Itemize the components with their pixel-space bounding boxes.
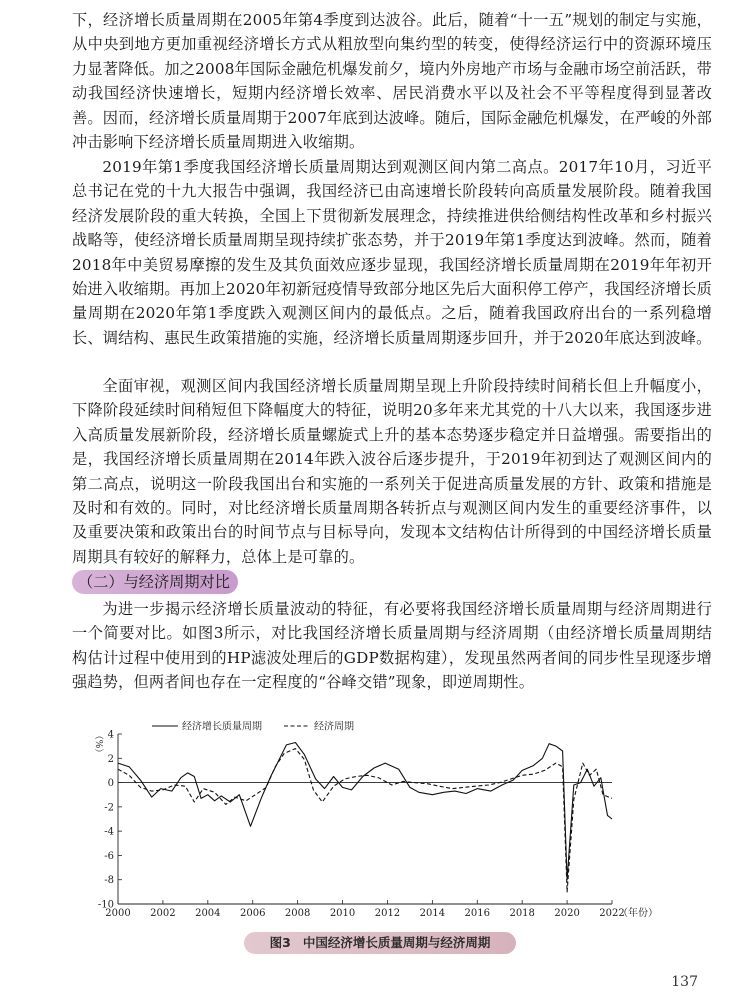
paragraph-3: 全面审视，观测区间内我国经济增长质量周期呈现上升阶段持续时间稍长但上升幅度小，下降阶段延续时间稍短但下降幅度大的特征，说明20多年来尤其党的十八大以来，我国逐步进入高质量发展新阶段，经济增长质量螺旋式上升的基本态势逐步稳定并日益增强。需要指出的是，我国经济增长质量周期在2014年跌入波谷后逐步提升，于2019年初到达了观测区间内的第二高点，说明这一阶段我国出台和实施的一系列关于促进高质量发展的方针、政策和措施是及时和有效的。同时，对比经济增长质量周期各转折点与观测区间内发生的重要经济事件，以及重要决策和政策出台的时间节点与目标导向，发现本文结构估计所得到的中国经济增长质量周期具有较好的解释力，总体上是可靠的。 <box>72 377 712 566</box>
chart-legend <box>152 720 354 733</box>
x-tick-label: 2006 <box>240 908 266 919</box>
x-tick-label: 2000 <box>105 908 131 919</box>
y-tick-label: 4 <box>107 729 114 741</box>
y-tick-label: -8 <box>104 875 114 887</box>
paragraph-4: 为进一步揭示经济增长质量波动的特征，有必要将我国经济增长质量周期与经济周期进行一个简要对比。如图3所示，对比我国经济增长质量周期与经济周期（由经济增长质量周期结构估计过程中使用到的HP滤波处理后的GDP数据构建），发现虽然两者间的同步性呈现逐步增强趋势，但两者间也存在一定程度的“谷峰交错”现象，即逆周期性。 <box>72 600 712 692</box>
x-tick-label: 2012 <box>374 908 401 919</box>
x-tick-label: 2004 <box>195 908 221 919</box>
y-tick-label: -6 <box>104 850 114 862</box>
page-number: 137 <box>671 974 698 990</box>
x-tick-label: 2022 <box>599 908 625 919</box>
y-axis-label: （%） <box>93 730 103 758</box>
x-tick-label: 2020 <box>554 908 580 919</box>
x-tick-label: 2018 <box>509 908 535 919</box>
figure-caption <box>244 932 516 954</box>
y-tick-label: -10 <box>97 899 114 911</box>
figure-title: 中国经济增长质量周期与经济周期 <box>302 935 491 950</box>
legend-label-2: 经济周期 <box>314 721 354 733</box>
x-tick-label: 2010 <box>329 908 356 919</box>
x-tick-label: 2008 <box>284 908 311 919</box>
paragraph-2: 2019年第1季度我国经济增长质量周期达到观测区间内第二高点。2017年10月，习近平总书记在党的十九大报告中强调，我国经济已由高速增长阶段转向高质量发展阶段。随着我国经济发展阶段的重大转换，全国上下贯彻新发展理念，持续推进供给侧结构性改革和乡村振兴战略等，使经济增长质量周期呈现持续扩张态势，并于2019年第1季度达到波峰。然而，随着2018年中美贸易摩擦的发生及其负面效应逐步显现，我国经济增长质量周期在2019年年初开始进入收缩期。再加上2020年初新冠疫情导致部分地区先后大面积停工停产，我国经济增长质量周期在2020年第1季度跌入观测区间内的最低点。之后，随着我国政府出台的一系列稳增长、调结构、惠民生政策措施的实施，经济增长质量周期逐步回升，并于2020年底达到波峰。 <box>72 158 712 347</box>
figure-number: 图3 <box>269 935 291 950</box>
x-tick-label: 2002 <box>150 908 176 919</box>
x-tick-label: 2016 <box>464 908 490 919</box>
series-line-2 <box>118 749 612 892</box>
x-axis-label: （年份） <box>618 908 658 919</box>
section-heading: （二）与经济周期对比 <box>72 570 238 594</box>
chart-axes <box>93 730 658 920</box>
y-tick-label: -2 <box>104 802 114 814</box>
legend-label-1: 经济增长质量周期 <box>182 721 262 733</box>
chart-series <box>118 743 612 892</box>
series-line-1 <box>118 743 612 880</box>
paragraph-1: 下，经济增长质量周期在2005年第4季度到达波谷。此后，随着“十一五”规划的制定与实施，从中央到地方更加重视经济增长方式从粗放型向集约型的转变，使得经济运行中的资源环境压力显著降低。加之2008年国际金融危机爆发前夕，境内外房地产市场与金融市场空前活跃，带动我国经济快速增长，短期内经济增长效率、居民消费水平以及社会不平等程度得到显著改善。因而，经济增长质量周期于2007年底到达波峰。随后，国际金融危机爆发，在严峻的外部冲击影响下经济增长质量周期进入收缩期。 <box>72 11 712 152</box>
y-tick-label: 0 <box>107 778 114 790</box>
line-chart <box>82 712 682 926</box>
y-tick-label: 2 <box>107 753 114 765</box>
y-tick-label: -4 <box>104 826 114 838</box>
x-tick-label: 2014 <box>419 908 446 919</box>
